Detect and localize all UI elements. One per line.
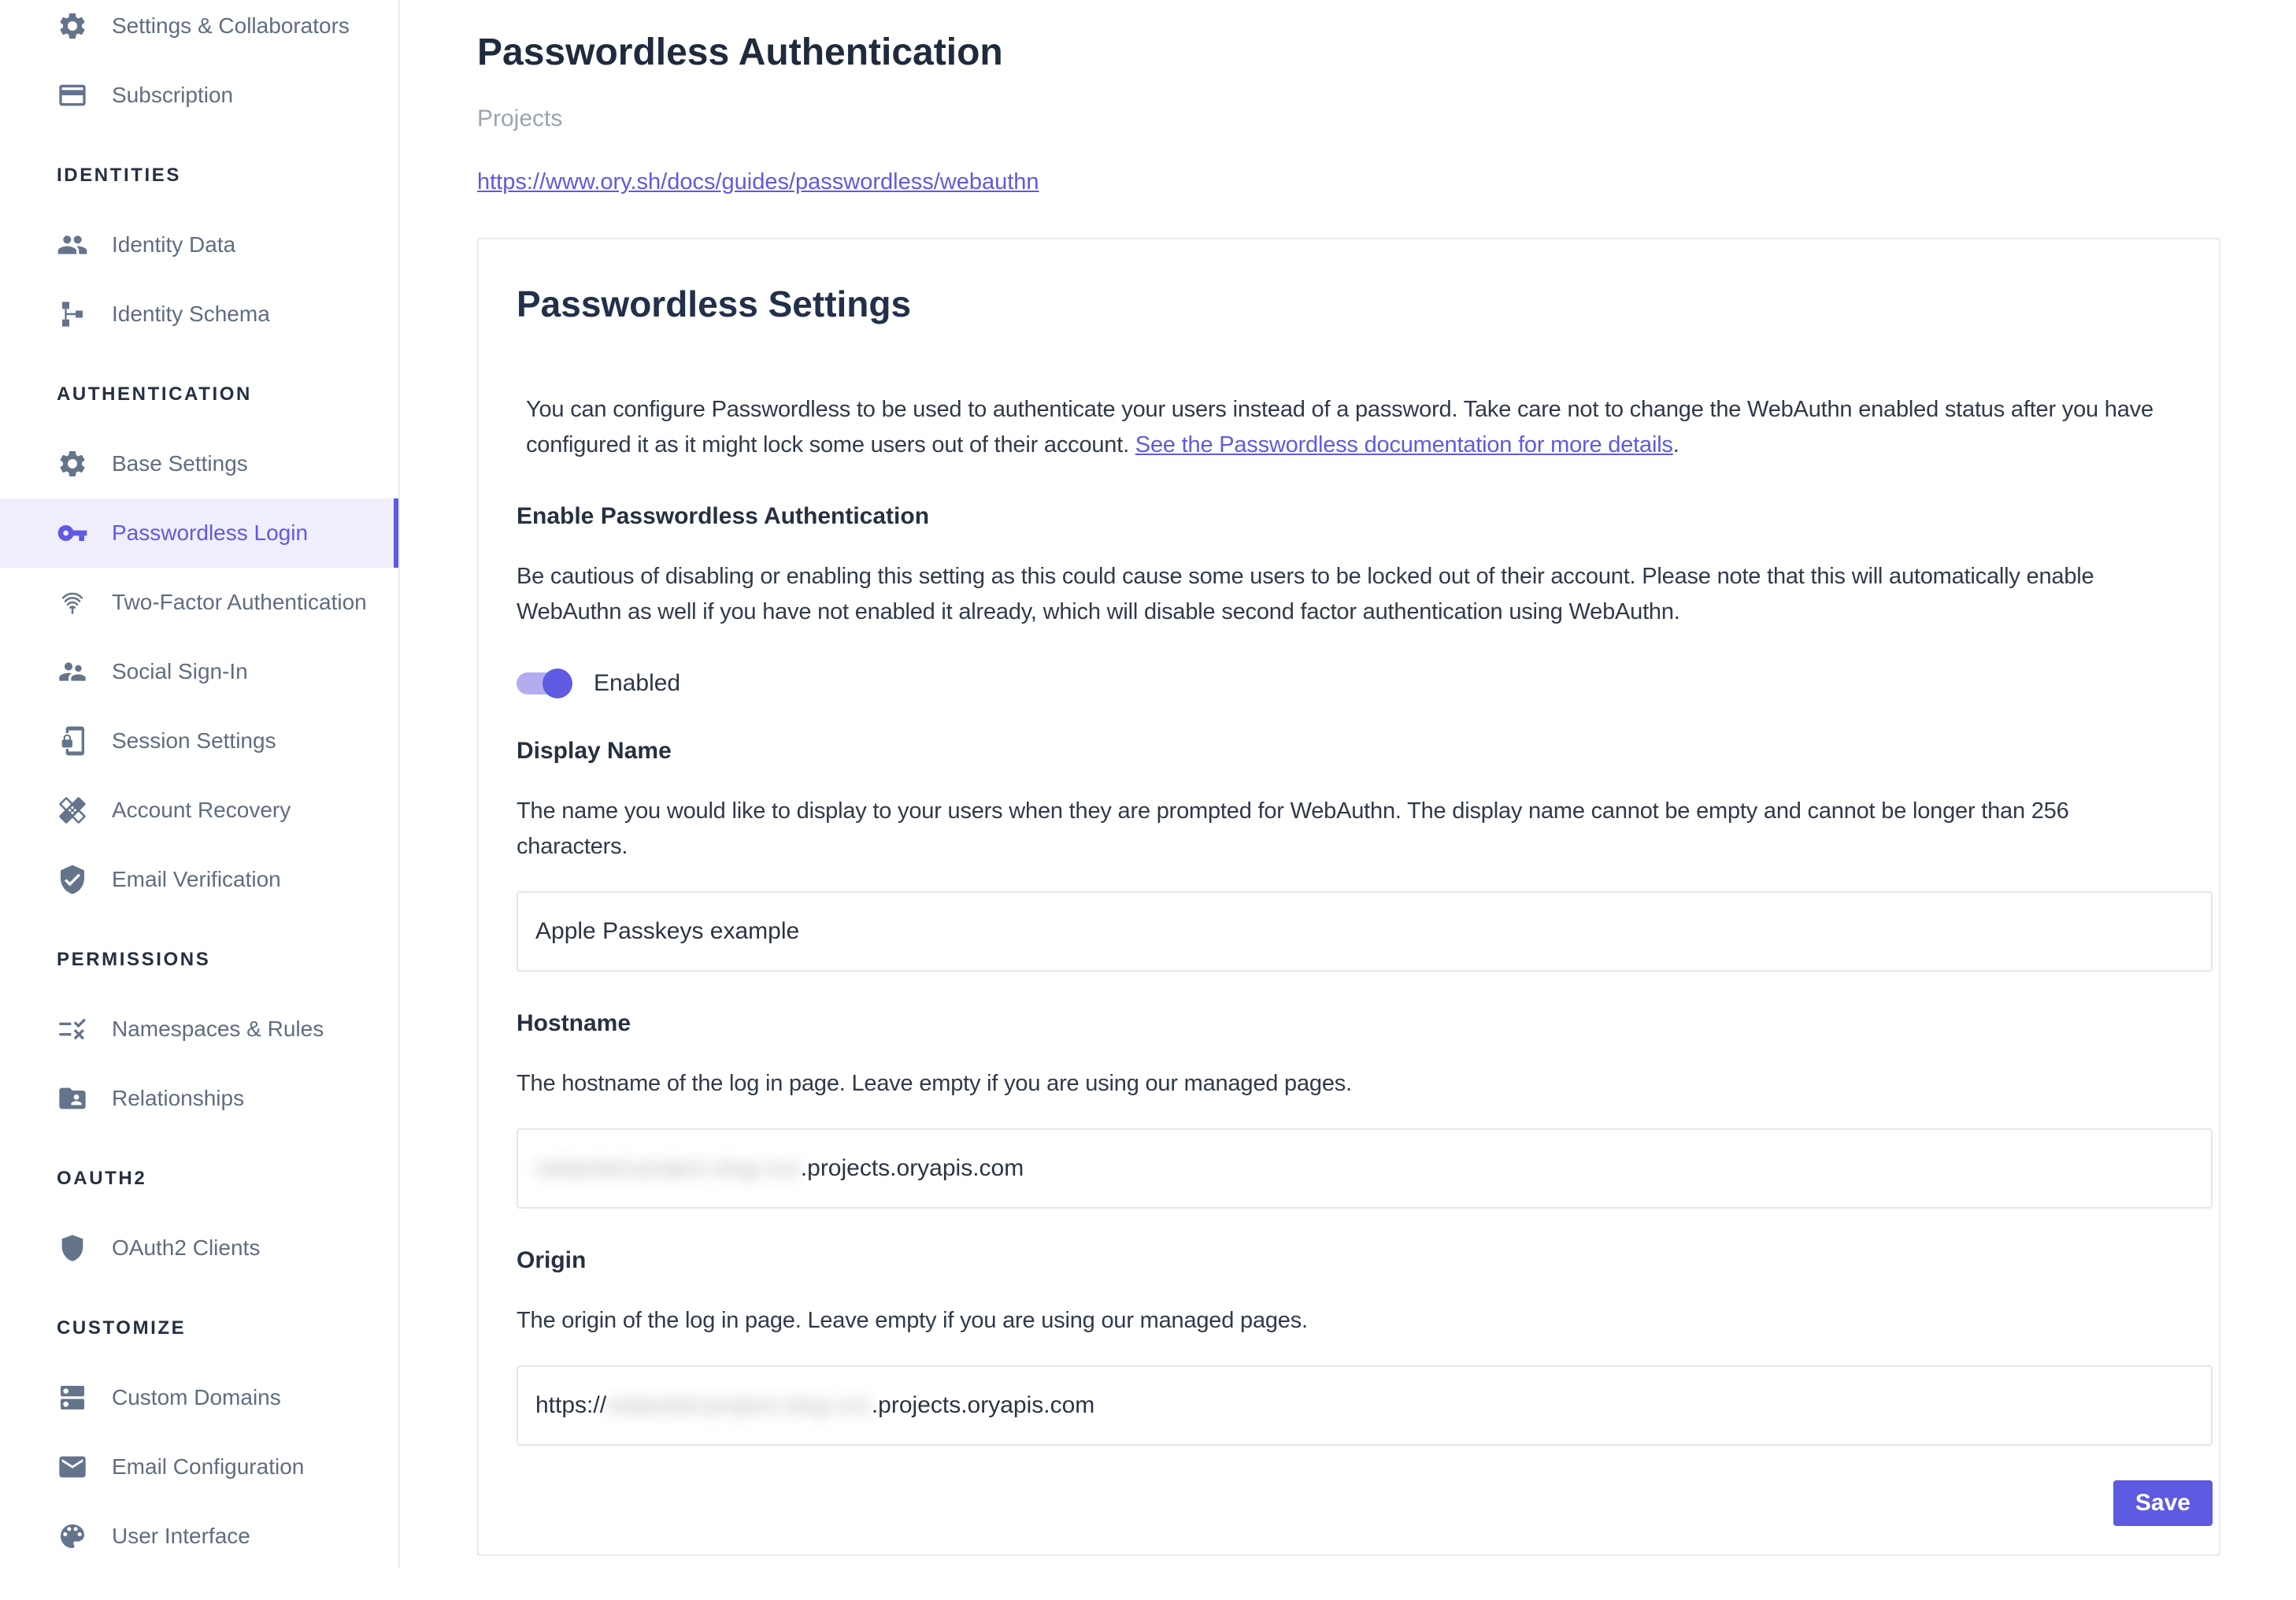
enable-toggle-row	[517, 668, 2181, 699]
origin-prefix-text: https://	[535, 1392, 606, 1419]
sidebar-item-oauth2-clients[interactable]	[0, 1213, 398, 1283]
sidebar-item-label: Subscription	[112, 83, 233, 108]
hostname-suffix-text: .projects.oryapis.com	[801, 1155, 1024, 1182]
hostname-redacted-text: redacted-project-slug-xxx	[535, 1155, 801, 1182]
hostname-label: Hostname	[517, 1009, 2181, 1038]
shield-check-icon	[57, 864, 88, 895]
save-button[interactable]: Save	[2113, 1480, 2213, 1526]
sidebar-item-label: User Interface	[112, 1524, 250, 1549]
sidebar-item-relationships[interactable]	[0, 1064, 398, 1133]
sidebar-group-header-identities: IDENTITIES	[0, 141, 398, 210]
sidebar-item-custom-domains[interactable]	[0, 1363, 398, 1432]
sidebar-item-identity-data[interactable]	[0, 210, 398, 280]
palette-icon	[57, 1520, 88, 1552]
card-intro-suffix: .	[1673, 432, 1679, 457]
display-name-input[interactable]	[517, 891, 2213, 972]
enable-passwordless-label: Enable Passwordless Authentication	[517, 502, 2181, 531]
gear-icon	[57, 10, 88, 42]
sidebar-item-label: Identity Schema	[112, 302, 270, 327]
passwordless-toggle[interactable]	[517, 669, 570, 698]
people-duo-icon	[57, 656, 88, 687]
card-intro-text: You can configure Passwordless to be used to authenticate your users instead of a password. Take care not to change the WebAuthn enabled status after you have configured it as it might lock some users out of their account.	[526, 397, 2153, 457]
origin-label: Origin	[517, 1246, 2181, 1275]
toggle-label: Enabled	[594, 670, 680, 697]
main-content	[400, 31, 2296, 1556]
sidebar-item-passwordless-login[interactable]	[0, 498, 398, 568]
sidebar-item-label: Account Recovery	[112, 798, 291, 823]
sidebar-item-label: Email Verification	[112, 867, 281, 892]
toggle-knob	[543, 669, 572, 698]
sidebar-item-subscription[interactable]	[0, 61, 398, 130]
sidebar-item-settings-collaborators[interactable]	[0, 0, 398, 61]
sidebar-item-email-configuration[interactable]	[0, 1432, 398, 1502]
sidebar-item-label: Relationships	[112, 1086, 244, 1111]
sidebar-item-label: Passwordless Login	[112, 520, 308, 546]
fingerprint-icon	[57, 587, 88, 618]
passwordless-docs-link[interactable]: See the Passwordless documentation for more details	[1135, 432, 1673, 457]
sidebar-item-identity-schema[interactable]	[0, 280, 398, 349]
sidebar-item-label: Base Settings	[112, 451, 248, 476]
hostname-input[interactable]	[517, 1128, 2213, 1209]
sidebar-item-account-recovery[interactable]	[0, 776, 398, 845]
shield-icon	[57, 1232, 88, 1264]
people-icon	[57, 229, 88, 261]
page-subtitle: Projects	[477, 105, 2220, 132]
sidebar-item-label: Email Configuration	[112, 1454, 304, 1480]
sidebar-item-label: Two-Factor Authentication	[112, 590, 367, 615]
bandage-icon	[57, 794, 88, 826]
sidebar	[0, 0, 400, 1569]
enable-passwordless-description: Be cautious of disabling or enabling this setting as this could cause some users to be locked out of their account. Please note that this will automatically enable WebAuthn as well if you have not enabled it already, which will disable second factor authentication using WebAuthn.	[517, 559, 2181, 630]
sidebar-item-label: Namespaces & Rules	[112, 1017, 324, 1042]
sidebar-item-base-settings[interactable]	[0, 429, 398, 498]
page-title: Passwordless Authentication	[477, 31, 2220, 73]
schema-icon	[57, 298, 88, 330]
folder-person-icon	[57, 1083, 88, 1114]
rule-list-icon	[57, 1013, 88, 1045]
sidebar-group-header-oauth2: OAUTH2	[0, 1144, 398, 1213]
sidebar-item-label: Settings & Collaborators	[112, 13, 350, 39]
origin-description: The origin of the log in page. Leave empty if you are using our managed pages.	[517, 1303, 2181, 1339]
origin-suffix-text: .projects.oryapis.com	[872, 1392, 1094, 1419]
docs-link[interactable]: https://www.ory.sh/docs/guides/passwordless/webauthn	[477, 169, 1039, 195]
sidebar-item-label: OAuth2 Clients	[112, 1235, 260, 1261]
sidebar-nav	[0, 0, 398, 1569]
display-name-label: Display Name	[517, 737, 2181, 765]
card-intro	[526, 392, 2172, 463]
gear-icon	[57, 448, 88, 480]
sidebar-group-header-customize: CUSTOMIZE	[0, 1294, 398, 1363]
sidebar-item-email-verification[interactable]	[0, 845, 398, 914]
sidebar-item-two-factor-authentication[interactable]	[0, 568, 398, 637]
sidebar-item-user-interface[interactable]	[0, 1502, 398, 1569]
envelope-icon	[57, 1451, 88, 1483]
card-title: Passwordless Settings	[517, 283, 2181, 324]
sidebar-item-session-settings[interactable]	[0, 706, 398, 776]
credit-card-icon	[57, 80, 88, 111]
phone-lock-icon	[57, 725, 88, 757]
display-name-description: The name you would like to display to your users when they are prompted for WebAuthn. The display name cannot be empty and cannot be longer than 256 characters.	[517, 794, 2181, 865]
save-row	[517, 1480, 2213, 1526]
sidebar-item-label: Custom Domains	[112, 1385, 281, 1410]
sidebar-group-header-permissions: PERMISSIONS	[0, 925, 398, 994]
sidebar-item-label: Identity Data	[112, 232, 235, 257]
origin-redacted-text: redacted-project-slug-xxx	[606, 1392, 872, 1419]
sidebar-item-label: Session Settings	[112, 728, 276, 754]
sidebar-item-social-sign-in[interactable]	[0, 637, 398, 706]
stacked-servers-icon	[57, 1382, 88, 1413]
sidebar-item-label: Social Sign-In	[112, 659, 248, 684]
origin-input[interactable]	[517, 1365, 2213, 1446]
sidebar-group-header-authentication: AUTHENTICATION	[0, 360, 398, 429]
key-icon	[57, 517, 88, 549]
passwordless-settings-card	[477, 238, 2220, 1556]
sidebar-item-namespaces-rules[interactable]	[0, 994, 398, 1064]
hostname-description: The hostname of the log in page. Leave empty if you are using our managed pages.	[517, 1066, 2181, 1102]
